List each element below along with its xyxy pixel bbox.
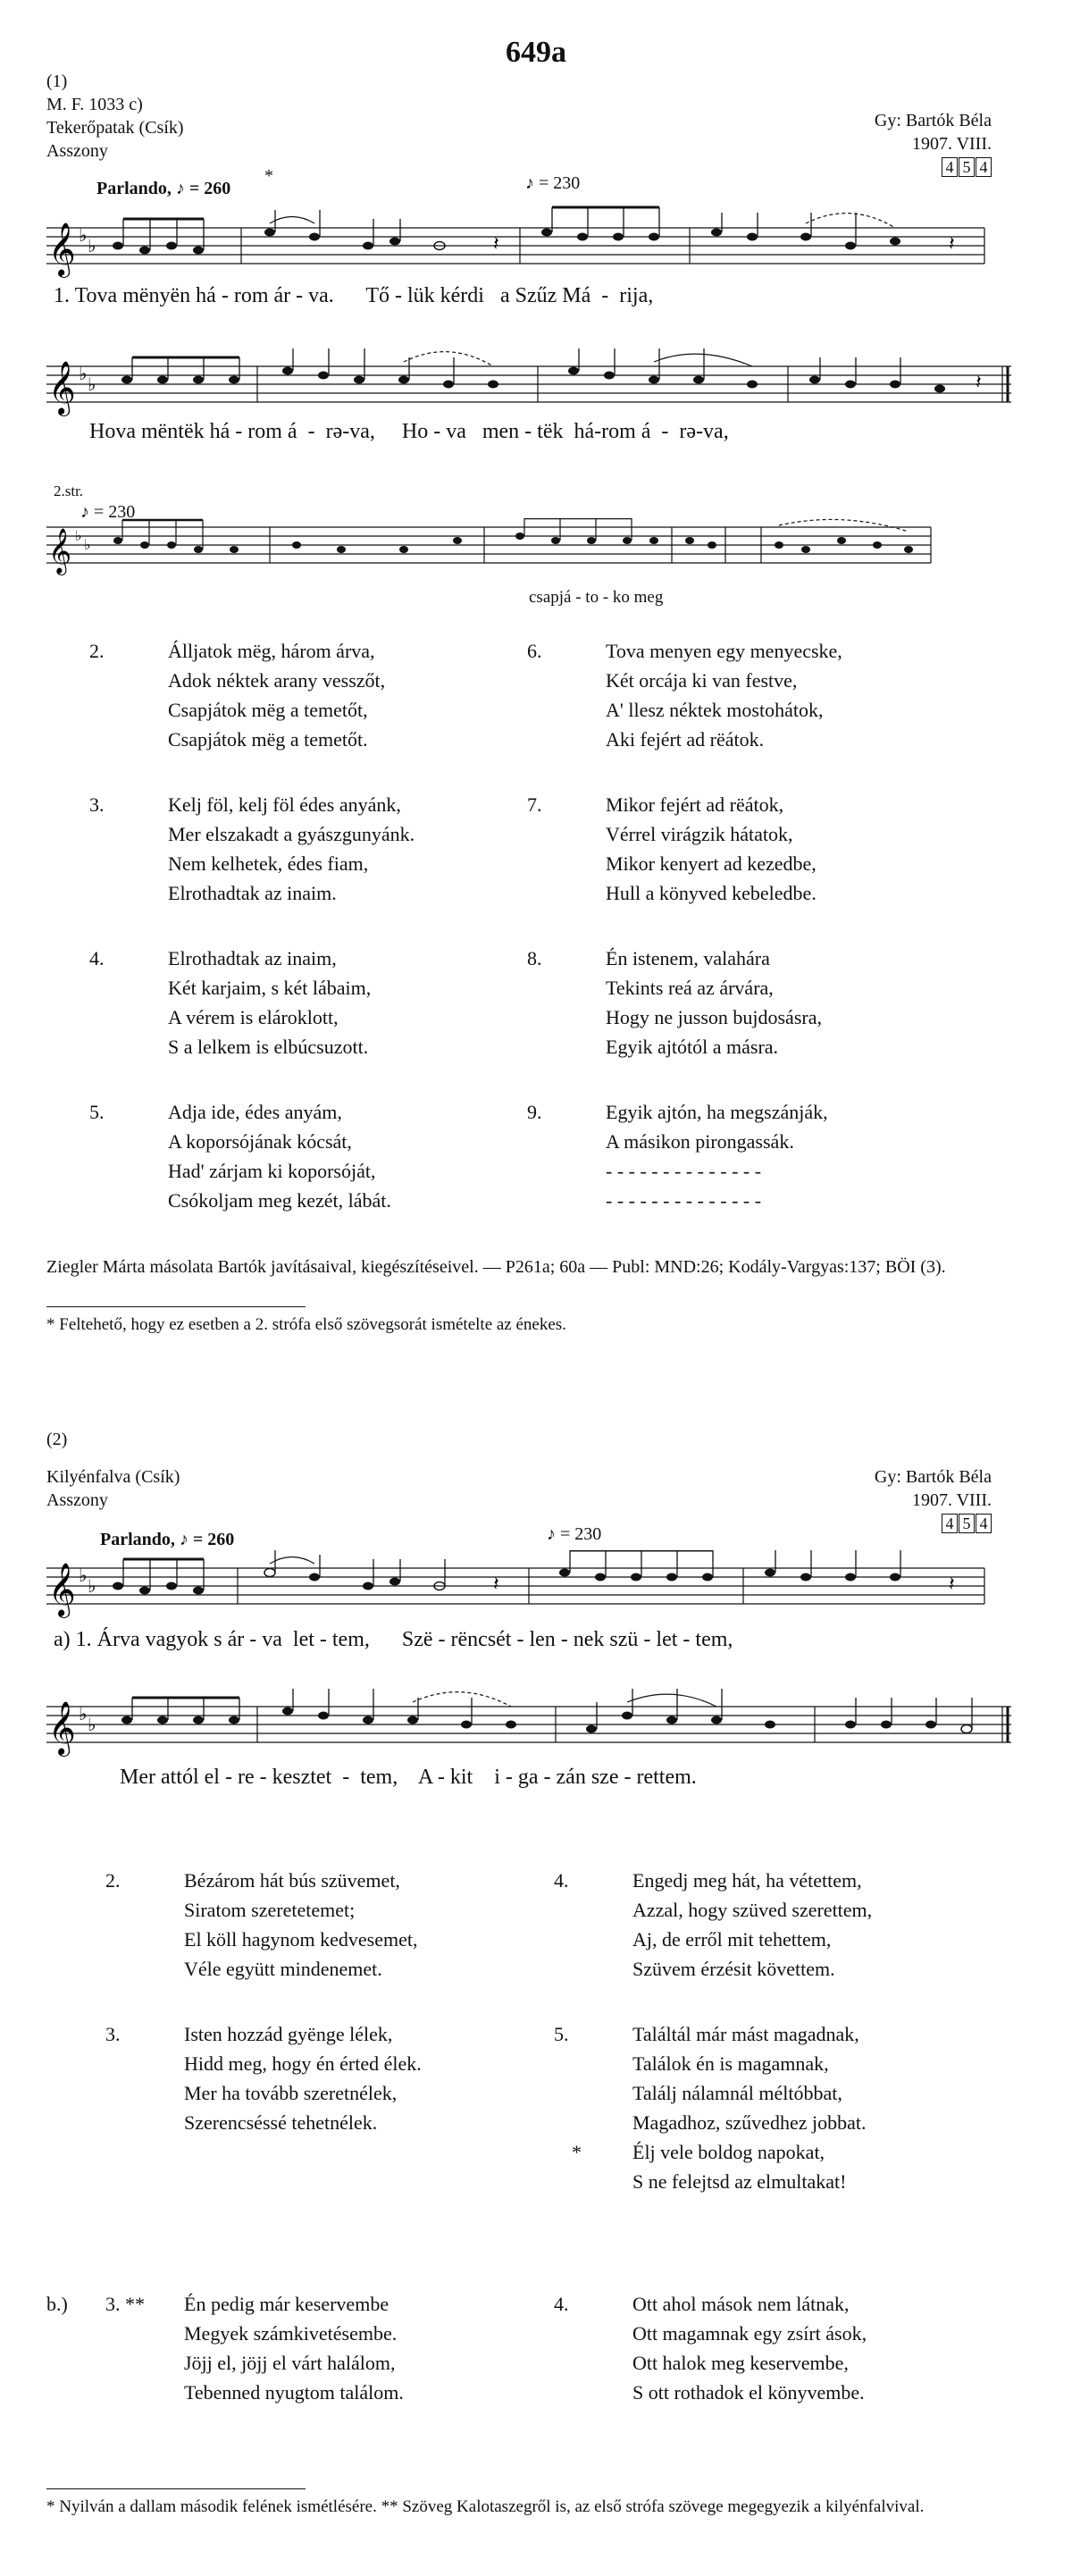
verse-line: Vérrel virágzik hátatok, (606, 823, 793, 845)
verse-line: Kelj föl, kelj föl édes anyánk, (168, 793, 401, 816)
song2-tempo: Parlando, ♪ = 260 (100, 1530, 235, 1549)
song1-source (46, 70, 184, 163)
verse-line: Csapjátok mëg a temetőt, (168, 699, 368, 721)
svg-text:♭: ♭ (84, 538, 91, 553)
verse-line: Elrothadtak az inaim, (168, 947, 337, 969)
verse-line: - - - - - - - - - - - - - - (606, 1189, 762, 1212)
verse-line: S ott rothadok el könyvembe. (632, 2381, 865, 2404)
svg-text:♭: ♭ (88, 1716, 96, 1735)
song2-source (46, 1428, 180, 1512)
svg-text:♭: ♭ (88, 237, 96, 256)
verse-line: Mer ha tovább szeretnélek, (184, 2082, 398, 2104)
verse-line: Szüvem érzésit követtem. (632, 1958, 835, 1980)
verse-line: Csapjátok mëg a temetőt. (168, 728, 368, 751)
stanza-number: 5. (554, 2023, 569, 2045)
verse-line: Élj vele boldog napokat, (632, 2141, 825, 2163)
verse-line: Egyik ajtón, ha megszánják, (606, 1101, 828, 1123)
meter-box: 4 (942, 1514, 958, 1533)
stanza-number: 4. (554, 2293, 569, 2315)
song1-collector-line: 1907. VIII. (911, 134, 992, 154)
verse-line: Találj nálamnál méltóbbat, (632, 2082, 842, 2104)
svg-text:𝄞: 𝄞 (48, 361, 76, 415)
stanza (89, 790, 518, 908)
stanza-number: * (572, 2141, 582, 2163)
song2-tempo2: ♪ = 230 (547, 1524, 602, 1544)
song1-footnote: * Feltehető, hogy ez esetben a 2. strófa első szövegsorát ismételte az énekes. (46, 1315, 566, 1334)
footnote-rule (46, 1306, 306, 1307)
song1-meter-boxes (941, 155, 992, 179)
verse-line: S ne felejtsd az elmultakat! (632, 2170, 847, 2193)
verse-line: Mikor kenyert ad kezedbe, (606, 852, 817, 875)
song1-tempo2: ♪ = 230 (525, 173, 581, 193)
svg-text:𝄽: 𝄽 (976, 371, 982, 393)
svg-text:𝄞: 𝄞 (48, 1563, 76, 1616)
verse-line: A vérem is elároklott, (168, 1006, 339, 1028)
meter-box: 4 (942, 157, 958, 177)
meter-box: 5 (959, 1514, 975, 1533)
footnote-rule (46, 2488, 306, 2489)
verse-line: Tova menyen egy menyecske, (606, 640, 842, 662)
stanza-number: 4. (89, 947, 105, 969)
song2-staff-2 (46, 1671, 1011, 1760)
song1-staff-3 (46, 518, 940, 581)
verse-line: Én istenem, valahára (606, 947, 770, 969)
verse-line: Tebenned nyugtom találom. (184, 2381, 404, 2404)
verse-line: Aj, de erről mit tehettem, (632, 1928, 832, 1951)
song1-collector (875, 109, 992, 179)
song1-tempo: Parlando, ♪ = 260 (96, 179, 231, 198)
song1-verses-left (89, 636, 518, 1215)
verse-line: Elrothadtak az inaim. (168, 882, 337, 904)
song2-verses-right (554, 1866, 1018, 2196)
verse-line: Hull a könyved kebeledbe. (606, 882, 817, 904)
song1-verses-right (527, 636, 992, 1215)
song2-label: (2) (46, 1430, 68, 1449)
verse-line: A koporsójának kócsát, (168, 1130, 352, 1153)
song1-source-line: Tekerőpatak (Csík) (46, 118, 184, 138)
verse-line: Isten hozzád gyënge lélek, (184, 2023, 393, 2045)
song2-staff-1 (46, 1550, 1011, 1631)
song2-verses-left (105, 1866, 534, 2137)
stanza-number: 6. (527, 640, 542, 662)
song1-lyrics-line1: 1. Tova mënyën há - rom ár - va. Tő - lük kérdi a Szűz Má - rija, (54, 284, 654, 307)
stanza (554, 1866, 1018, 1984)
verse-line: Egyik ajtótól a másra. (606, 1036, 779, 1058)
verse-line: - - - - - - - - - - - - - - (606, 1160, 762, 1182)
meter-box: 5 (959, 157, 975, 177)
song1-collector-line: Gy: Bartók Béla (874, 111, 992, 130)
verse-line: Hidd meg, hogy én érted élek. (184, 2052, 422, 2075)
svg-text:𝄞: 𝄞 (48, 1701, 76, 1755)
song1-variant-caption: csapjá - to - ko meg (529, 588, 664, 607)
song2-source-line: Asszony (46, 1490, 108, 1510)
stanza-number: 7. (527, 793, 542, 816)
verse-line: El köll hagynom kedvesemet, (184, 1928, 418, 1951)
page-number: 649a (506, 36, 566, 69)
stanza (554, 2019, 1018, 2137)
verse-line: Magadhoz, szűvedhez jobbat. (632, 2111, 867, 2134)
verse-line: Megyek számkivetésembe. (184, 2322, 398, 2345)
song2-meter-boxes (941, 1512, 992, 1535)
stanza (527, 790, 992, 908)
song2-source-line: Kilyénfalva (Csík) (46, 1467, 180, 1487)
stanza (554, 2137, 1018, 2196)
svg-text:♭: ♭ (75, 529, 82, 544)
verse-line: Tekints reá az árvára, (606, 977, 774, 999)
verse-line: Jöjj el, jöjj el várt halálom, (184, 2352, 396, 2374)
stanza-number: 9. (527, 1101, 542, 1123)
stanza (527, 636, 992, 754)
song1-lyrics-line2: Hova mëntëk há - rom á - rə-va, Ho - va men - tëk há-rom á - rə-va, (89, 420, 729, 443)
verse-line: Találok én is magamnak, (632, 2052, 829, 2075)
svg-text:♭: ♭ (79, 226, 88, 246)
svg-text:𝄽: 𝄽 (493, 1573, 499, 1595)
verse-line: S a lelkem is elbúcsuzott. (168, 1036, 369, 1058)
svg-text:𝄽: 𝄽 (493, 232, 499, 255)
stanza-number: 3. (105, 2023, 121, 2045)
song1-source-line: M. F. 1033 c) (46, 95, 143, 114)
verse-line: Két karjaim, s két lábaim, (168, 977, 372, 999)
stanza-number: 3. (89, 793, 105, 816)
svg-text:♭: ♭ (88, 1577, 96, 1597)
stanza (105, 1866, 534, 1984)
svg-text:♭: ♭ (79, 1705, 88, 1724)
treble-clef-icon: 𝄞 (48, 222, 76, 276)
stanza-number: 5. (89, 1101, 105, 1123)
song2-b-right (554, 2289, 1018, 2407)
song2-lyrics-line1: a) 1. Árva vagyok s ár - va let - tem, Szë - rëncsét - len - nek szü - let - tem, (54, 1628, 733, 1651)
verse-line: Csókoljam meg kezét, lábát. (168, 1189, 391, 1212)
verse-line: Adja ide, édes anyám, (168, 1101, 342, 1123)
verse-line: Siratom szeretetemet; (184, 1899, 356, 1921)
verse-line: A másikon pirongassák. (606, 1130, 794, 1153)
verse-line: Szerencséssé tehetnélek. (184, 2111, 378, 2134)
song1-variant-tempo: ♪ = 230 (80, 502, 136, 522)
svg-text:𝄽: 𝄽 (949, 232, 955, 255)
song2-footnote: * Nyilván a dallam második felének ismétlésére. ** Szöveg Kalotaszegről is, az első strófa szövege megegyezik a kilyénfalvival. (46, 2497, 925, 2516)
svg-text:♭: ♭ (79, 365, 88, 384)
verse-line: Adok néktek arany vesszőt, (168, 669, 386, 692)
stanza-number: 2. (89, 640, 105, 662)
stanza (89, 636, 518, 754)
verse-line: Mer elszakadt a gyászgunyánk. (168, 823, 415, 845)
verse-line: Nem kelhetek, édes fiam, (168, 852, 369, 875)
stanza (105, 2289, 534, 2407)
verse-line: Ott magamnak egy zsírt ások, (632, 2322, 867, 2345)
verse-line: Bézárom hát bús szüvemet, (184, 1869, 400, 1892)
verse-line: Véle együtt mindenemet. (184, 1958, 382, 1980)
verse-line: Engedj meg hát, ha vétettem, (632, 1869, 862, 1892)
verse-line: Ott ahol mások nem látnak, (632, 2293, 850, 2315)
stanza (527, 1097, 992, 1215)
svg-text:♭: ♭ (88, 375, 96, 395)
verse-line: Találtál már mást magadnak, (632, 2023, 859, 2045)
song1-source-note: Ziegler Márta másolata Bartók javításaival, kiegészítéseivel. — P261a; 60a — Publ: MND:26; Kodály-Vargyas:137; BÖI (3). (46, 1257, 946, 1277)
song2-collector-line: Gy: Bartók Béla (874, 1467, 992, 1487)
verse-line: Hogy ne jusson bujdosásra, (606, 1006, 822, 1028)
svg-text:♭: ♭ (79, 1566, 88, 1586)
song1-staff-2 (46, 331, 1011, 420)
stanza (89, 944, 518, 1061)
verse-line: Had' zárjam ki koporsóját, (168, 1160, 376, 1182)
stanza-number: 8. (527, 947, 542, 969)
stanza-number: 3. ** (105, 2293, 145, 2315)
verse-line: Álljatok mëg, három árva, (168, 640, 375, 662)
svg-text:𝄞: 𝄞 (48, 528, 72, 574)
stanza-number: 4. (554, 1869, 569, 1892)
verse-line: Aki fejért ad rëátok. (606, 728, 765, 751)
song2-b-label: b.) (46, 2293, 68, 2315)
svg-text:𝄽: 𝄽 (949, 1573, 955, 1595)
meter-box: 4 (976, 157, 992, 177)
song1-tempo-star: * (264, 166, 273, 186)
stanza (527, 944, 992, 1061)
stanza (554, 2289, 1018, 2407)
song2-collector (875, 1465, 992, 1535)
song2-collector-line: 1907. VIII. (911, 1490, 992, 1510)
song2-b-left (105, 2289, 534, 2407)
meter-box: 4 (976, 1514, 992, 1533)
stanza (89, 1097, 518, 1215)
stanza (105, 2019, 534, 2137)
verse-line: Két orcája ki van festve, (606, 669, 798, 692)
stanza-number: 2. (105, 1869, 121, 1892)
verse-line: Mikor fejért ad rëátok, (606, 793, 784, 816)
song1-variant-label: 2.str. (54, 482, 84, 499)
song2-lyrics-line2: Mer attól el - re - kesztet - tem, A - kit i - ga - zán sze - rettem. (120, 1766, 697, 1789)
verse-line: A' llesz néktek mostohátok, (606, 699, 824, 721)
verse-line: Én pedig már keservembe (184, 2293, 389, 2315)
song1-label: (1) (46, 71, 68, 91)
song1-staff-1 (46, 206, 1011, 295)
verse-line: Azzal, hogy szüved szerettem, (632, 1899, 873, 1921)
verse-line: Ott halok meg keservembe, (632, 2352, 849, 2374)
song1-source-line: Asszony (46, 141, 108, 161)
